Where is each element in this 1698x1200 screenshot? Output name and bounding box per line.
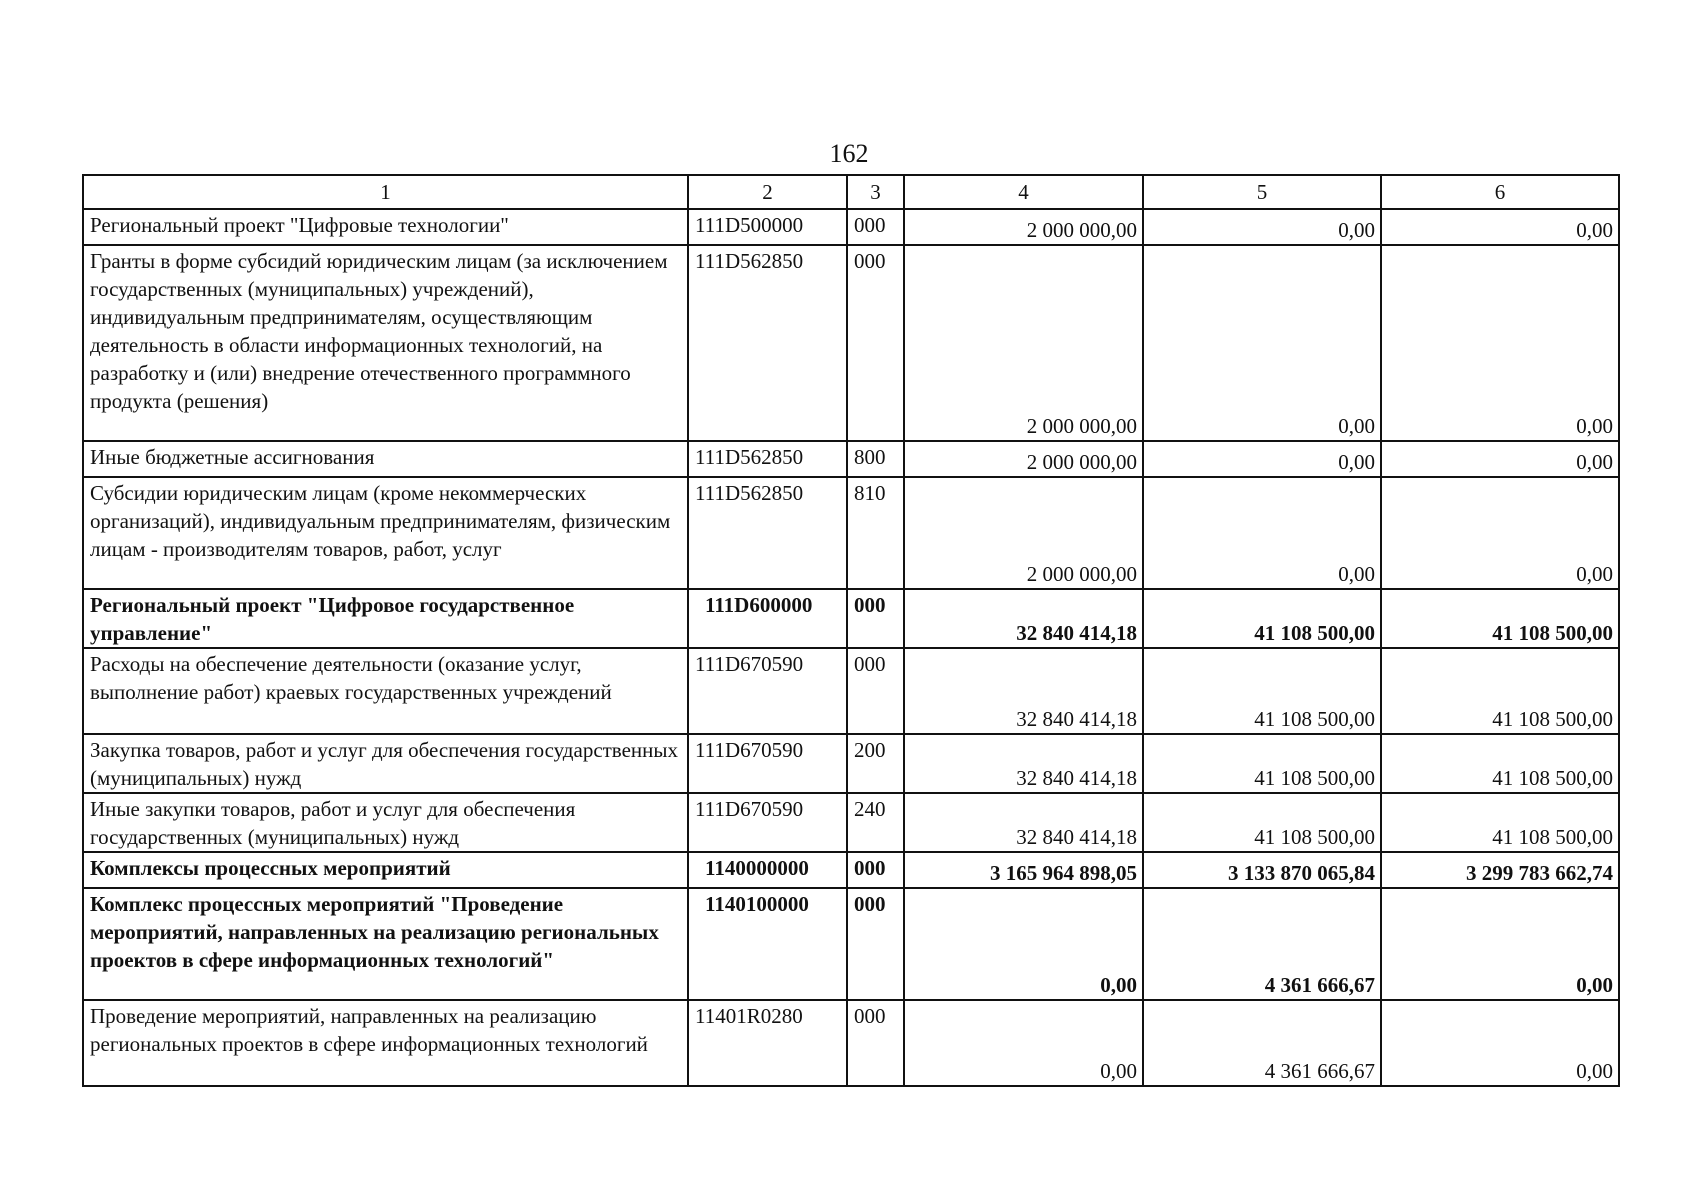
row-target-code: 111D562850 — [688, 441, 847, 477]
row-value-col6: 0,00 — [1381, 888, 1619, 1000]
row-expense-type: 810 — [847, 477, 904, 589]
row-expense-type: 000 — [847, 209, 904, 245]
row-value-col6: 41 108 500,00 — [1381, 734, 1619, 793]
row-expense-type: 000 — [847, 852, 904, 888]
row-name: Гранты в форме субсидий юридическим лицам (за исключением государственных (муниципальных) учреждений), индивидуальным предпринимателям, осуществляющим деятельность в области информационных технологий, на разработку и (или) внедрение отечественного программного продукта (решения) — [83, 245, 688, 441]
row-value-col6: 0,00 — [1381, 441, 1619, 477]
row-name: Проведение мероприятий, направленных на реализацию региональных проектов в сфере информационных технологий — [83, 1000, 688, 1086]
row-expense-type: 240 — [847, 793, 904, 852]
table-row — [83, 589, 1619, 648]
row-value-col4: 2 000 000,00 — [904, 441, 1143, 477]
table-row — [83, 852, 1619, 888]
column-number-header-row — [83, 175, 1619, 209]
row-name: Расходы на обеспечение деятельности (оказание услуг, выполнение работ) краевых государственных учреждений — [83, 648, 688, 734]
row-expense-type: 000 — [847, 245, 904, 441]
row-value-col6: 41 108 500,00 — [1381, 589, 1619, 648]
row-value-col5: 0,00 — [1143, 477, 1381, 589]
row-value-col6: 41 108 500,00 — [1381, 793, 1619, 852]
row-value-col4: 32 840 414,18 — [904, 734, 1143, 793]
row-value-col4: 3 165 964 898,05 — [904, 852, 1143, 888]
row-value-col5: 0,00 — [1143, 441, 1381, 477]
row-value-col5: 0,00 — [1143, 209, 1381, 245]
table-row — [83, 209, 1619, 245]
row-target-code: 111D670590 — [688, 734, 847, 793]
row-target-code: 111D562850 — [688, 245, 847, 441]
row-value-col4: 32 840 414,18 — [904, 793, 1143, 852]
row-name: Иные закупки товаров, работ и услуг для обеспечения государственных (муниципальных) нужд — [83, 793, 688, 852]
row-value-col5: 0,00 — [1143, 245, 1381, 441]
table-row — [83, 793, 1619, 852]
row-value-col5: 41 108 500,00 — [1143, 589, 1381, 648]
row-value-col4: 0,00 — [904, 1000, 1143, 1086]
table-row — [83, 1000, 1619, 1086]
row-value-col5: 4 361 666,67 — [1143, 1000, 1381, 1086]
table-row — [83, 648, 1619, 734]
row-value-col4: 32 840 414,18 — [904, 648, 1143, 734]
row-target-code: 111D562850 — [688, 477, 847, 589]
row-value-col4: 2 000 000,00 — [904, 209, 1143, 245]
row-target-code: 111D600000 — [688, 589, 847, 648]
budget-table — [82, 174, 1620, 1087]
row-value-col4: 0,00 — [904, 888, 1143, 1000]
row-value-col5: 41 108 500,00 — [1143, 734, 1381, 793]
row-name: Иные бюджетные ассигнования — [83, 441, 688, 477]
row-name: Закупка товаров, работ и услуг для обеспечения государственных (муниципальных) нужд — [83, 734, 688, 793]
column-header: 1 — [83, 175, 688, 209]
row-name: Региональный проект "Цифровое государственное управление" — [83, 589, 688, 648]
column-header: 2 — [688, 175, 847, 209]
row-value-col6: 0,00 — [1381, 1000, 1619, 1086]
row-expense-type: 000 — [847, 589, 904, 648]
row-value-col4: 2 000 000,00 — [904, 477, 1143, 589]
table-row — [83, 734, 1619, 793]
row-value-col4: 32 840 414,18 — [904, 589, 1143, 648]
column-header: 3 — [847, 175, 904, 209]
row-value-col5: 41 108 500,00 — [1143, 648, 1381, 734]
row-expense-type: 200 — [847, 734, 904, 793]
row-value-col5: 41 108 500,00 — [1143, 793, 1381, 852]
row-value-col6: 3 299 783 662,74 — [1381, 852, 1619, 888]
row-value-col6: 0,00 — [1381, 245, 1619, 441]
row-name: Комплекс процессных мероприятий "Проведение мероприятий, направленных на реализацию региональных проектов в сфере информационных технологий" — [83, 888, 688, 1000]
row-expense-type: 800 — [847, 441, 904, 477]
table-body — [83, 209, 1619, 1086]
row-value-col5: 3 133 870 065,84 — [1143, 852, 1381, 888]
table-row — [83, 441, 1619, 477]
row-value-col5: 4 361 666,67 — [1143, 888, 1381, 1000]
row-value-col6: 41 108 500,00 — [1381, 648, 1619, 734]
column-header: 4 — [904, 175, 1143, 209]
page-number: 162 — [829, 139, 869, 168]
table-row — [83, 888, 1619, 1000]
row-name: Комплексы процессных мероприятий — [83, 852, 688, 888]
row-value-col6: 0,00 — [1381, 209, 1619, 245]
row-value-col6: 0,00 — [1381, 477, 1619, 589]
row-target-code: 111D500000 — [688, 209, 847, 245]
row-expense-type: 000 — [847, 1000, 904, 1086]
row-target-code: 1140100000 — [688, 888, 847, 1000]
row-expense-type: 000 — [847, 648, 904, 734]
table-row — [83, 477, 1619, 589]
table-row — [83, 245, 1619, 441]
column-header: 5 — [1143, 175, 1381, 209]
row-target-code: 1140000000 — [688, 852, 847, 888]
row-target-code: 111D670590 — [688, 648, 847, 734]
row-target-code: 111D670590 — [688, 793, 847, 852]
row-name: Региональный проект "Цифровые технологии" — [83, 209, 688, 245]
row-target-code: 11401R0280 — [688, 1000, 847, 1086]
row-value-col4: 2 000 000,00 — [904, 245, 1143, 441]
row-name: Субсидии юридическим лицам (кроме некоммерческих организаций), индивидуальным предпринимателям, физическим лицам - производителям товаров, работ, услуг — [83, 477, 688, 589]
column-header: 6 — [1381, 175, 1619, 209]
row-expense-type: 000 — [847, 888, 904, 1000]
